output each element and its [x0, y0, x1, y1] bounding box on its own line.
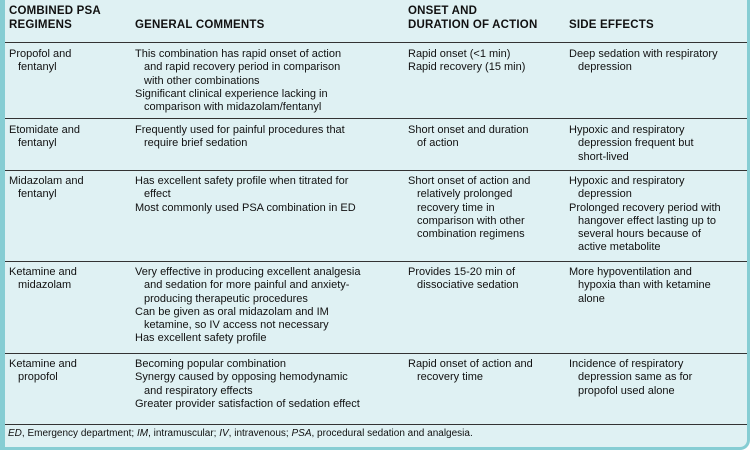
- text-line: producing therapeutic procedures: [144, 292, 308, 305]
- cell-item: [569, 48, 718, 75]
- text-line: Deep sedation with respiratory: [569, 48, 718, 60]
- text-line: depression: [578, 61, 632, 74]
- cell-onset-duration: [408, 175, 530, 241]
- header-general-comments: [135, 5, 265, 32]
- cell-item: [9, 266, 77, 293]
- text-line: Very effective in producing excellent analgesia: [135, 266, 361, 278]
- row-divider: [5, 424, 747, 425]
- cell-regimen: [9, 124, 80, 151]
- cell-item: [9, 175, 84, 202]
- text-line: propofol used alone: [578, 384, 675, 397]
- cell-item: [569, 266, 711, 306]
- cell-item: [135, 306, 360, 333]
- text-line: Can be given as oral midazolam and IM: [135, 305, 329, 318]
- text-line: Ketamine and: [9, 266, 77, 278]
- text-line: ketamine, so IV access not necessary: [144, 319, 329, 332]
- text-line: Greater provider satisfaction of sedation effect: [135, 397, 360, 410]
- text-line: Most commonly used PSA combination in ED: [135, 201, 356, 214]
- header-line: DURATION OF ACTION: [408, 18, 538, 31]
- row-divider: [5, 261, 747, 262]
- text-line: comparison with other: [417, 214, 525, 227]
- cell-item: [135, 332, 360, 345]
- text-line: Synergy caused by opposing hemodynamic: [135, 371, 348, 384]
- footnote-def: , intramuscular;: [148, 428, 220, 439]
- text-line: Etomidate and: [9, 124, 80, 136]
- header-line: SIDE EFFECTS: [569, 18, 654, 31]
- text-line: Hypoxic and respiratory: [569, 175, 685, 187]
- cell-regimen: [9, 266, 77, 293]
- text-line: Ketamine and: [9, 358, 77, 370]
- cell-general-comments: [135, 124, 345, 151]
- cell-item: [408, 266, 519, 293]
- footnote-abbr: PSA: [291, 428, 312, 439]
- text-line: Propofol and: [9, 48, 72, 60]
- cell-item: [9, 124, 80, 151]
- cell-item: [569, 358, 692, 398]
- cell-onset-duration: [408, 358, 533, 385]
- text-line: several hours because of: [578, 228, 701, 241]
- cell-item: [569, 202, 721, 255]
- text-line: and sedation for more painful and anxiety-: [144, 279, 350, 292]
- text-line: with other combinations: [144, 74, 260, 87]
- cell-side-effects: [569, 48, 718, 75]
- header-regimen: [9, 5, 101, 32]
- text-line: Frequently used for painful procedures that: [135, 124, 345, 136]
- cell-item: [135, 202, 356, 215]
- header-side-effects: [569, 5, 654, 32]
- cell-item: [569, 124, 694, 164]
- header-line: ONSET AND: [408, 5, 478, 17]
- text-line: fentanyl: [18, 61, 57, 74]
- cell-side-effects: [569, 266, 711, 306]
- cell-item: [408, 124, 528, 151]
- footnote-def: , procedural sedation and analgesia.: [311, 428, 473, 439]
- cell-item: [408, 358, 533, 385]
- cell-general-comments: [135, 358, 360, 411]
- cell-side-effects: [569, 175, 721, 255]
- cell-side-effects: [569, 124, 694, 164]
- text-line: and respiratory effects: [144, 384, 253, 397]
- text-line: fentanyl: [18, 188, 57, 201]
- text-line: Becoming popular combination: [135, 358, 287, 370]
- header-line: [569, 5, 654, 19]
- cell-item: [135, 398, 360, 411]
- cell-item: [135, 88, 341, 115]
- header-line: [135, 5, 265, 19]
- cell-item: [135, 358, 360, 371]
- cell-item: [135, 48, 341, 88]
- cell-item: [9, 358, 77, 385]
- text-line: of action: [417, 137, 459, 150]
- header-line: GENERAL COMMENTS: [135, 18, 265, 31]
- row-divider: [5, 118, 747, 119]
- text-line: This combination has rapid onset of action: [135, 48, 342, 60]
- text-line: hypoxia than with ketamine: [578, 279, 711, 292]
- cell-item: [408, 48, 525, 61]
- text-line: combination regimens: [417, 228, 525, 241]
- row-divider: [5, 353, 747, 354]
- text-line: Provides 15-20 min of: [408, 266, 515, 278]
- header-onset-duration: [408, 5, 537, 32]
- text-line: recovery time in: [417, 201, 495, 214]
- footnote-abbr: ED: [8, 428, 22, 439]
- table-footnote: [8, 428, 473, 439]
- cell-regimen: [9, 48, 71, 75]
- text-line: Has excellent safety profile when titrated for: [135, 175, 349, 187]
- header-line: COMBINED PSA: [9, 5, 101, 17]
- text-line: hangover effect lasting up to: [578, 214, 717, 227]
- cell-item: [135, 266, 360, 306]
- text-line: Prolonged recovery period with: [569, 201, 721, 214]
- text-line: Significant clinical experience lacking in: [135, 87, 328, 100]
- text-line: require brief sedation: [144, 137, 248, 150]
- row-divider: [5, 42, 747, 43]
- text-line: active metabolite: [578, 241, 661, 254]
- cell-regimen: [9, 175, 84, 202]
- cell-side-effects: [569, 358, 692, 398]
- cell-item: [408, 61, 525, 74]
- cell-item: [135, 371, 360, 398]
- text-line: short-lived: [578, 150, 629, 163]
- cell-item: [569, 175, 721, 202]
- text-line: propofol: [18, 371, 58, 384]
- text-line: and rapid recovery period in comparison: [144, 61, 341, 74]
- cell-general-comments: [135, 175, 356, 215]
- text-line: comparison with midazolam/fentanyl: [144, 101, 322, 114]
- text-line: alone: [578, 292, 605, 305]
- cell-item: [9, 48, 71, 75]
- text-line: Incidence of respiratory: [569, 358, 684, 370]
- text-line: Hypoxic and respiratory: [569, 124, 685, 136]
- text-line: dissociative sedation: [417, 279, 519, 292]
- cell-general-comments: [135, 48, 341, 114]
- cell-regimen: [9, 358, 77, 385]
- cell-onset-duration: [408, 124, 528, 151]
- text-line: More hypoventilation and: [569, 266, 692, 278]
- cell-item: [135, 124, 345, 151]
- text-line: Has excellent safety profile: [135, 332, 267, 345]
- text-line: depression frequent but: [578, 137, 694, 150]
- cell-onset-duration: [408, 48, 525, 75]
- text-line: Short onset and duration: [408, 124, 529, 136]
- text-line: depression: [578, 188, 632, 201]
- text-line: Rapid recovery (15 min): [408, 61, 526, 74]
- header-line: REGIMENS: [9, 18, 72, 31]
- cell-onset-duration: [408, 266, 519, 293]
- text-line: effect: [144, 188, 171, 201]
- cell-general-comments: [135, 266, 360, 346]
- text-line: fentanyl: [18, 137, 57, 150]
- cell-item: [135, 175, 356, 202]
- text-line: Rapid onset (<1 min): [408, 48, 511, 60]
- footnote-abbr: IM: [136, 428, 149, 439]
- text-line: recovery time: [417, 371, 484, 384]
- text-line: midazolam: [18, 279, 72, 292]
- text-line: Short onset of action and: [408, 175, 531, 187]
- text-line: relatively prolonged: [417, 188, 513, 201]
- row-divider: [5, 170, 747, 171]
- cell-item: [408, 175, 530, 241]
- footnote-def: , intravenous;: [228, 428, 292, 439]
- footnote-abbr: IV: [219, 428, 229, 439]
- text-line: Midazolam and: [9, 175, 84, 187]
- text-line: depression same as for: [578, 371, 693, 384]
- footnote-def: , Emergency department;: [21, 428, 137, 439]
- text-line: Rapid onset of action and: [408, 358, 533, 370]
